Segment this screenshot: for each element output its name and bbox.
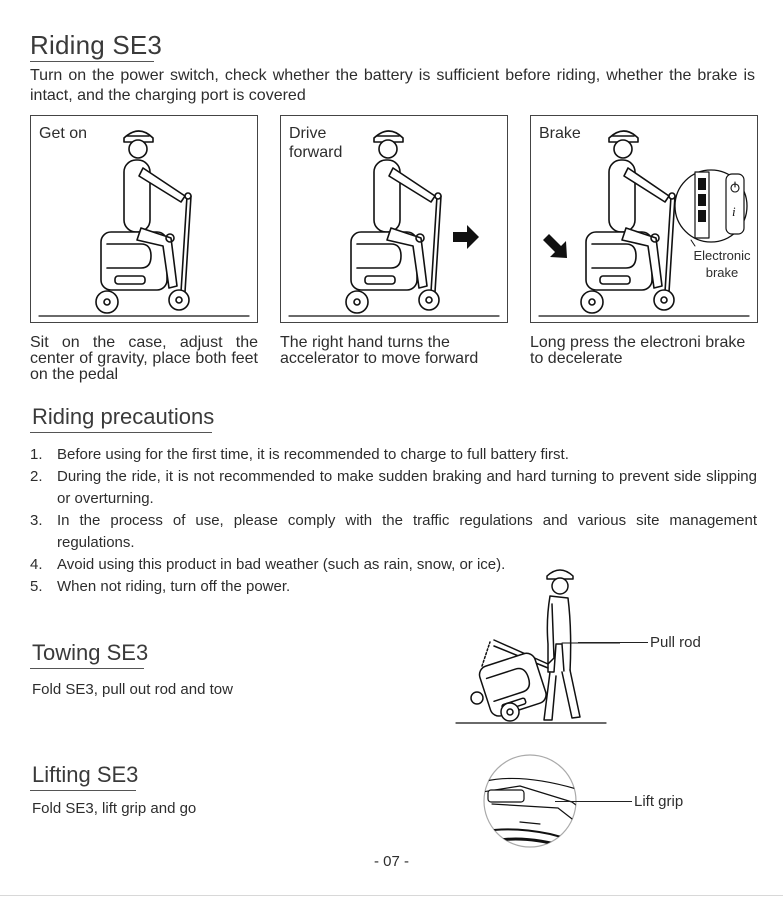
step-label-brake: Brake	[539, 125, 581, 142]
list-item	[30, 554, 757, 576]
title-underline	[30, 790, 136, 791]
callout-line: Electronic	[693, 248, 751, 263]
callout-leader-line	[578, 642, 648, 643]
list-number: 3.	[30, 512, 43, 529]
lifting-text: Fold SE3, lift grip and go	[32, 800, 197, 817]
list-item	[30, 576, 757, 598]
panel-get-on	[30, 115, 258, 323]
callout-leader-line	[555, 801, 632, 802]
page-number: - 07 -	[373, 853, 409, 870]
list-item	[30, 444, 757, 466]
riding-intro: Turn on the power switch, check whether the battery is sufficient before riding, whether the brake is intact, and the charging port is covered	[30, 67, 755, 104]
list-text: During the ride, it is not recommended to make sudden braking and hard turning to prevent side slipping or overturning.	[57, 468, 757, 507]
step-label-line: forward	[289, 144, 343, 161]
section-title-lifting: Lifting SE3	[32, 762, 139, 787]
step-label-drive-forward	[289, 124, 342, 162]
rider-brake-illustration	[531, 116, 757, 322]
lift-grip-callout: Lift grip	[634, 793, 684, 810]
list-text: When not riding, turn off the power.	[57, 578, 291, 595]
forward-arrow-icon	[453, 225, 479, 249]
list-number: 1.	[30, 446, 43, 463]
caption-drive-forward: The right hand turns the accelerator to move forward	[280, 334, 479, 367]
list-text: Before using for the first time, it is recommended to charge to full battery first.	[57, 446, 569, 463]
list-text: In the process of use, please comply with the traffic regulations and various site management regulations.	[57, 512, 757, 551]
pull-rod-callout: Pull rod	[650, 634, 701, 651]
title-underline	[30, 668, 144, 669]
list-text: Avoid using this product in bad weather (such as rain, snow, or ice).	[57, 556, 506, 573]
panel-brake	[530, 115, 758, 323]
title-underline	[30, 432, 212, 433]
precautions-list	[30, 444, 757, 598]
list-number: 4.	[30, 556, 43, 573]
callout-line: brake	[705, 265, 739, 280]
brake-arrow-icon	[543, 234, 567, 258]
towing-illustration	[450, 560, 620, 730]
list-item	[30, 466, 757, 510]
rider-get-on-illustration	[31, 116, 257, 322]
lift-grip-illustration	[480, 752, 590, 852]
footer-divider	[0, 895, 783, 896]
section-title-precautions: Riding precautions	[32, 404, 215, 429]
list-item	[30, 510, 757, 554]
section-title-riding: Riding SE3	[30, 30, 163, 60]
towing-text: Fold SE3, pull out rod and tow	[32, 681, 233, 698]
list-number: 5.	[30, 578, 43, 595]
section-title-towing: Towing SE3	[32, 640, 149, 665]
step-label-line: Drive	[289, 125, 327, 142]
svg-text:i: i	[732, 204, 736, 219]
step-label-get-on: Get on	[39, 125, 88, 142]
list-number: 2.	[30, 468, 43, 485]
caption-get-on: Sit on the case, adjust the center of gravity, place both feet on the pedal	[30, 334, 258, 383]
caption-brake: Long press the electroni brake to decelerate	[530, 334, 746, 367]
title-underline	[30, 61, 154, 62]
panel-drive-forward	[280, 115, 508, 323]
electronic-brake-callout	[687, 247, 757, 281]
